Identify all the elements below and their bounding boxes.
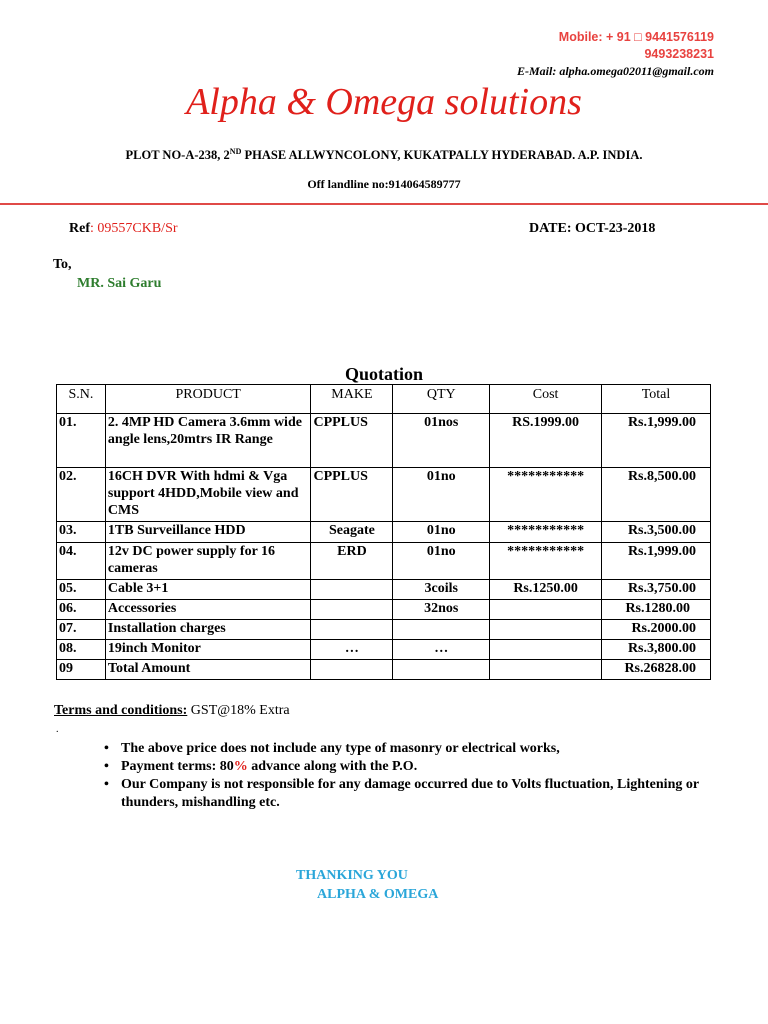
terms-item-payment bbox=[104, 758, 724, 776]
cell-qty: 01nos bbox=[393, 414, 490, 468]
column-header-sn: S.N. bbox=[57, 385, 106, 414]
terms-heading bbox=[54, 703, 290, 719]
cell-total: Rs.1280.00 bbox=[602, 600, 711, 620]
signature-company: ALPHA & OMEGA bbox=[317, 887, 439, 902]
table-row bbox=[57, 543, 711, 580]
cell-product: Accessories bbox=[105, 600, 311, 620]
cell-cost bbox=[490, 660, 602, 680]
ref-label: Ref bbox=[69, 221, 90, 236]
reference-number bbox=[69, 221, 178, 237]
cell-qty: 32nos bbox=[393, 600, 490, 620]
cell-qty: … bbox=[393, 640, 490, 660]
cell-qty bbox=[393, 660, 490, 680]
cell-total: Rs.3,500.00 bbox=[602, 522, 711, 543]
cell-qty: 01no bbox=[393, 468, 490, 522]
recipient-name: MR. Sai Garu bbox=[77, 276, 162, 291]
cell-make bbox=[311, 620, 393, 640]
cell-sn: 06. bbox=[57, 600, 106, 620]
addressee-label: To, bbox=[53, 257, 72, 272]
cell-cost bbox=[490, 620, 602, 640]
ref-value: : 09557CKB/Sr bbox=[90, 221, 178, 236]
cell-make: … bbox=[311, 640, 393, 660]
cell-cost: Rs.1250.00 bbox=[490, 580, 602, 600]
cell-sn: 09 bbox=[57, 660, 106, 680]
cell-make bbox=[311, 660, 393, 680]
table-row bbox=[57, 600, 711, 620]
table-row bbox=[57, 414, 711, 468]
cell-total: Rs.1,999.00 bbox=[602, 543, 711, 580]
stray-dot: . bbox=[56, 724, 59, 735]
cell-product: 1TB Surveillance HDD bbox=[105, 522, 311, 543]
address-superscript: ND bbox=[229, 147, 242, 156]
cell-qty: 01no bbox=[393, 543, 490, 580]
cell-total: Rs.26828.00 bbox=[602, 660, 711, 680]
cell-product: Cable 3+1 bbox=[105, 580, 311, 600]
quotation-table bbox=[56, 384, 711, 680]
contact-email: E-Mail: alpha.omega02011@gmail.com bbox=[517, 64, 714, 78]
company-address bbox=[0, 147, 768, 163]
column-header-qty: QTY bbox=[393, 385, 490, 414]
office-landline: Off landline no:914064589777 bbox=[307, 177, 461, 191]
terms-gst: GST@18% Extra bbox=[187, 703, 290, 718]
cell-sn: 03. bbox=[57, 522, 106, 543]
column-header-cost: Cost bbox=[490, 385, 602, 414]
table-row bbox=[57, 640, 711, 660]
table-row bbox=[57, 522, 711, 543]
cell-cost bbox=[490, 640, 602, 660]
cell-sn: 07. bbox=[57, 620, 106, 640]
cell-product: 12v DC power supply for 16 cameras bbox=[105, 543, 311, 580]
table-header-row bbox=[57, 385, 711, 414]
cell-qty: 3coils bbox=[393, 580, 490, 600]
mobile-line-2: 9493238231 bbox=[644, 47, 714, 61]
cell-sn: 01. bbox=[57, 414, 106, 468]
cell-make: CPPLUS bbox=[311, 414, 393, 468]
cell-sn: 02. bbox=[57, 468, 106, 522]
document-date: DATE: OCT-23-2018 bbox=[529, 221, 656, 236]
cell-total: Rs.3,750.00 bbox=[602, 580, 711, 600]
cell-product: Total Amount bbox=[105, 660, 311, 680]
cell-total: Rs.8,500.00 bbox=[602, 468, 711, 522]
table-row bbox=[57, 468, 711, 522]
cell-qty: 01no bbox=[393, 522, 490, 543]
cell-make bbox=[311, 600, 393, 620]
payment-text-1: Payment terms: 80 bbox=[121, 759, 234, 774]
thanking-you: THANKING YOU bbox=[296, 868, 408, 883]
terms-label: Terms and conditions: bbox=[54, 703, 188, 718]
cell-product: 16CH DVR With hdmi & Vga support 4HDD,Mobile view and CMS bbox=[105, 468, 311, 522]
cell-make: CPPLUS bbox=[311, 468, 393, 522]
table-row bbox=[57, 620, 711, 640]
cell-sn: 05. bbox=[57, 580, 106, 600]
terms-item-liability: • Our Company is not responsible for any damage occurred due to Volts fluctuation, Lightening or thunders, mishandling etc. bbox=[104, 776, 724, 812]
cell-qty bbox=[393, 620, 490, 640]
table-row bbox=[57, 580, 711, 600]
cell-sn: 08. bbox=[57, 640, 106, 660]
closing-signature bbox=[296, 866, 438, 904]
cell-make bbox=[311, 580, 393, 600]
cell-make: Seagate bbox=[311, 522, 393, 543]
cell-cost: *********** bbox=[490, 522, 602, 543]
payment-percent-sign: % bbox=[233, 759, 248, 774]
cell-sn: 04. bbox=[57, 543, 106, 580]
header-divider bbox=[0, 203, 768, 205]
company-name: Alpha & Omega solutions bbox=[186, 81, 582, 123]
column-header-total: Total bbox=[602, 385, 711, 414]
cell-product: Installation charges bbox=[105, 620, 311, 640]
contact-mobile bbox=[559, 29, 714, 63]
cell-cost bbox=[490, 600, 602, 620]
mobile-line-1: Mobile: + 91 □ 9441576119 bbox=[558, 30, 714, 44]
table-row bbox=[57, 660, 711, 680]
address-part-2: PHASE ALLWYNCOLONY, KUKATPALLY HYDERABAD. A.P. INDIA. bbox=[241, 148, 643, 163]
cell-total: Rs.1,999.00 bbox=[602, 414, 711, 468]
cell-make: ERD bbox=[311, 543, 393, 580]
column-header-make: MAKE bbox=[311, 385, 393, 414]
address-part-1: PLOT NO-A-238, 2 bbox=[125, 148, 230, 163]
quotation-title: Quotation bbox=[344, 364, 423, 384]
terms-list bbox=[104, 740, 724, 812]
cell-total: Rs.2000.00 bbox=[602, 620, 711, 640]
cell-cost: *********** bbox=[490, 543, 602, 580]
cell-cost: RS.1999.00 bbox=[490, 414, 602, 468]
cell-product: 2. 4MP HD Camera 3.6mm wide angle lens,20mtrs IR Range bbox=[105, 414, 311, 468]
column-header-product: PRODUCT bbox=[105, 385, 311, 414]
payment-text-2: advance along with the P.O. bbox=[247, 759, 418, 774]
cell-cost: *********** bbox=[490, 468, 602, 522]
cell-product: 19inch Monitor bbox=[105, 640, 311, 660]
terms-item-masonry: • The above price does not include any type of masonry or electrical works, bbox=[104, 740, 724, 758]
cell-total: Rs.3,800.00 bbox=[602, 640, 711, 660]
